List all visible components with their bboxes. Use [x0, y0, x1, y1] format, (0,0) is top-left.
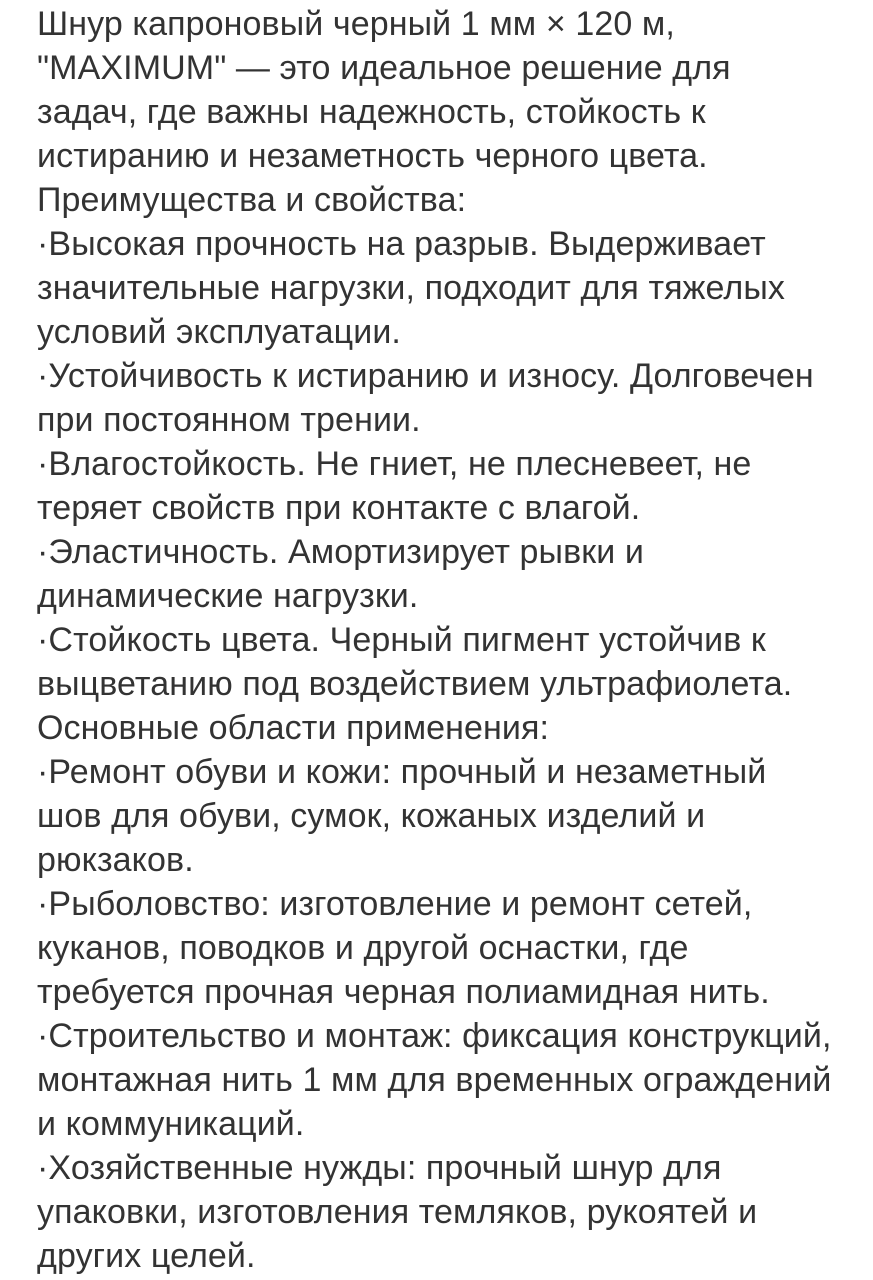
application-item-fishing: ·Рыболовство: изготовление и ремонт сетей, куканов, поводков и другой оснастки, где требуется прочная черная полиамидная нить. — [37, 885, 770, 1011]
advantage-item-moisture: ·Влагостойкость. Не гниет, не плесневеет, не теряет свойств при контакте с влагой. — [37, 445, 752, 527]
application-item-household: ·Хозяйственные нужды: прочный шнур для упаковки, изготовления темляков, рукоятей и других целей. — [37, 1149, 758, 1275]
advantage-item-strength: ·Высокая прочность на разрыв. Выдерживает значительные нагрузки, подходит для тяжелых условий эксплуатации. — [37, 225, 785, 351]
advantages-heading: Преимущества и свойства: — [37, 181, 467, 219]
intro-paragraph: Шнур капроновый черный 1 мм × 120 м, "MAXIMUM" — это идеальное решение для задач, где важны надежность, стойкость к истиранию и незаметность черного цвета. — [37, 5, 731, 175]
advantage-item-color-fastness: ·Стойкость цвета. Черный пигмент устойчив к выцветанию под воздействием ультрафиолета. — [37, 621, 793, 703]
application-item-shoe-repair: ·Ремонт обуви и кожи: прочный и незаметный шов для обуви, сумок, кожаных изделий и рюкзаков. — [37, 753, 767, 879]
application-item-construction: ·Строительство и монтаж: фиксация конструкций, монтажная нить 1 мм для временных ограждений и коммуникаций. — [37, 1017, 832, 1143]
advantage-item-elasticity: ·Эластичность. Амортизирует рывки и динамические нагрузки. — [37, 533, 644, 615]
applications-heading: Основные области применения: — [37, 709, 550, 747]
advantage-item-abrasion: ·Устойчивость к истиранию и износу. Долговечен при постоянном трении. — [37, 357, 814, 439]
